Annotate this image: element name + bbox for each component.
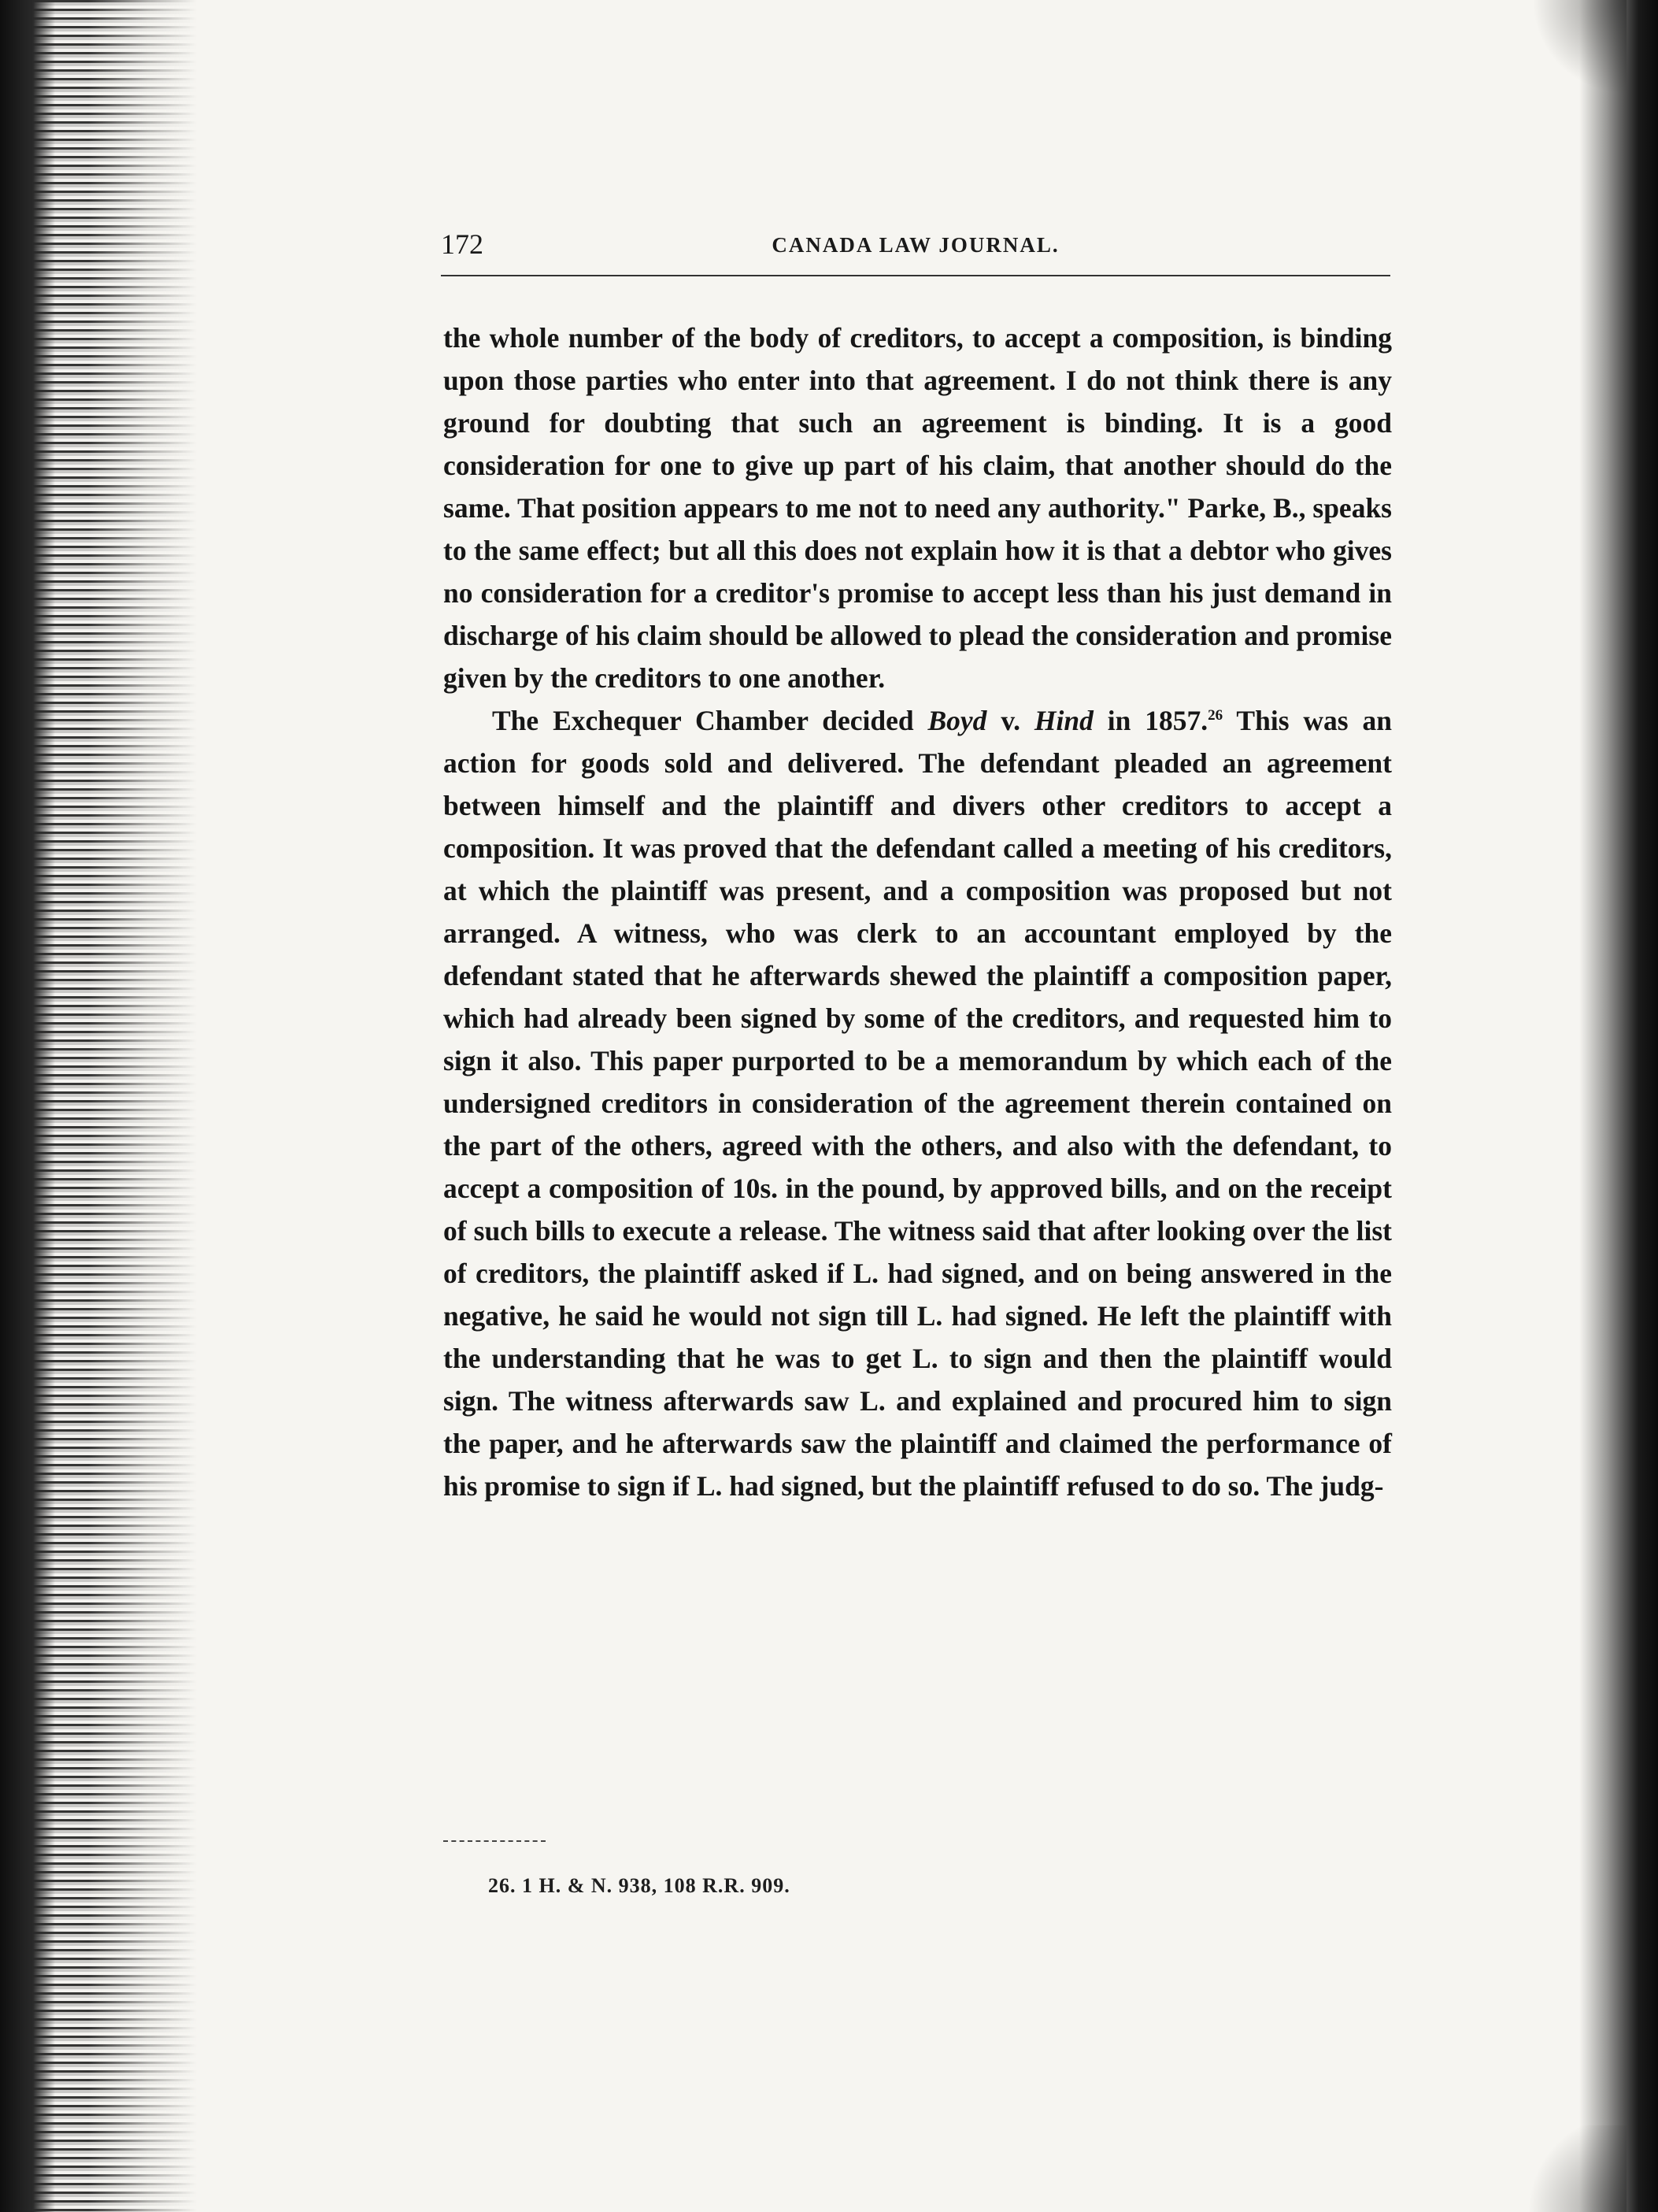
footnote: 26. 1 H. & N. 938, 108 R.R. 909.	[488, 1874, 790, 1897]
paragraph-2	[443, 699, 1392, 1507]
case-name-boyd: Boyd	[927, 705, 987, 736]
page-header	[441, 228, 1390, 260]
scan-corner-bottom-right	[1516, 2125, 1627, 2212]
footnote-reference: 26	[1208, 707, 1223, 724]
paragraph-2-body: This was an action for goods sold and delivered. The defendant pleaded an agreement between himself and the plaintiff and divers other creditors to accept a composition. It was proved that the defendant called a meeting of his creditors, at which the plaintiff was present, and a composition was proposed but not arranged. A witness, who was clerk to an accountant employed by the defendant stated that he afterwards shewed the plaintiff a composition paper, which had already been signed by some of the creditors, and requested him to sign it also. This paper purported to be a memorandum by which each of the undersigned creditors in consideration of the agreement therein contained on the part of the others, agreed with the others, and also with the defendant, to accept a composition of 10s. in the pound, by approved bills, and on the receipt of such bills to execute a release. The witness said that after looking over the list of creditors, the plaintiff asked if L. had signed, and on being answered in the negative, he said he would not sign till L. had signed. He left the plaintiff with the understanding that he was to get L. to sign and then the plaintiff would sign. The witness afterwards saw L. and explained and procured him to sign the paper, and he afterwards saw the plaintiff and claimed the performance of his promise to sign if L. had signed, but the plaintiff refused to do so. The judg-	[443, 705, 1393, 1502]
scan-corner-top-right	[1532, 0, 1627, 94]
case-year: in 1857.	[1093, 705, 1208, 736]
paragraph-2-lead: The Exchequer Chamber decided	[492, 705, 928, 736]
running-head: CANADA LAW JOURNAL.	[772, 233, 1060, 257]
case-versus: v.	[986, 705, 1034, 736]
scan-binding-shadow	[0, 0, 55, 2212]
case-name-hind: Hind	[1034, 705, 1094, 736]
page-number: 172	[441, 228, 483, 260]
footnote-rule	[443, 1840, 546, 1842]
paragraph-1: the whole number of the body of creditors, to accept a composition, is binding upon those parties who enter into that agreement. I do not think there is any ground for doubting that such an agreement is binding. It is a good consideration for one to give up part of his claim, that another should do the same. That position appears to me not to need any authority." Parke, B., speaks to the same effect; but all this does not explain how it is that a debtor who gives no consideration for a creditor's promise to accept less than his just demand in discharge of his claim should be allowed to plead the consideration and promise given by the creditors to one another.	[443, 322, 1392, 694]
header-rule	[441, 275, 1390, 276]
scan-right-edge	[1579, 0, 1658, 2212]
body-text	[443, 317, 1392, 1507]
